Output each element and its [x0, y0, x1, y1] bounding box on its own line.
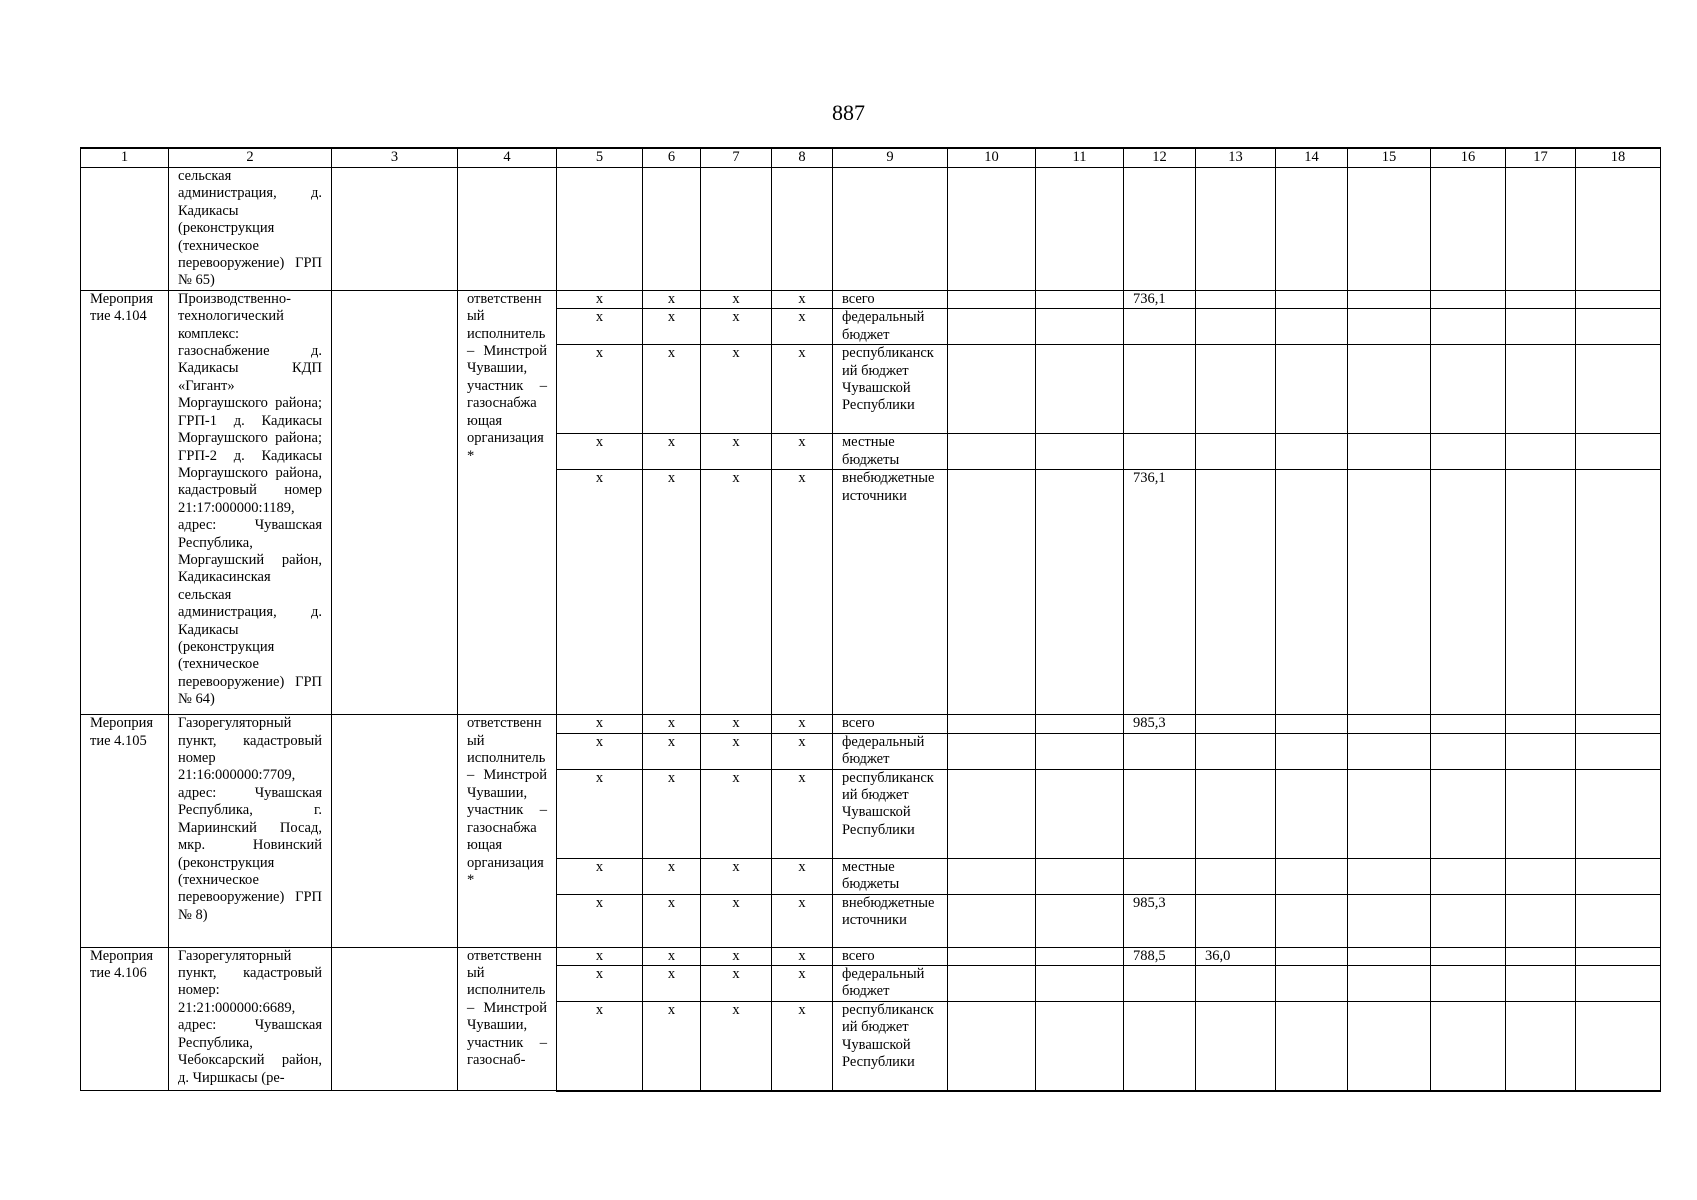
measure-description: Газорегуляторный пункт, кадастровый номер 21:16:000000:7709, адрес: Чувашская Республика, г. Мариинский Посад, мкр. Новинский (реконструкция (техническое перевооружение) ГРП № 8) — [169, 715, 332, 947]
x-mark: х — [772, 733, 833, 769]
table-row — [81, 947, 1661, 965]
col-header: 15 — [1348, 148, 1431, 168]
x-mark: х — [772, 434, 833, 470]
source-label: федеральный бюджет — [833, 966, 948, 1002]
x-mark: х — [557, 894, 643, 947]
x-mark: х — [557, 715, 643, 733]
x-mark: х — [772, 1002, 833, 1091]
source-label: республиканский бюджет Чувашской Республики — [833, 1002, 948, 1091]
value-cell: 985,3 — [1124, 894, 1196, 947]
x-mark: х — [643, 470, 701, 715]
source-label: федеральный бюджет — [833, 309, 948, 345]
x-mark: х — [643, 434, 701, 470]
col-header: 6 — [643, 148, 701, 168]
x-mark: х — [701, 1002, 772, 1091]
program-table — [80, 147, 1661, 1092]
x-mark: х — [772, 715, 833, 733]
col-header: 18 — [1576, 148, 1661, 168]
x-mark: х — [557, 733, 643, 769]
col-header: 11 — [1036, 148, 1124, 168]
col-header: 5 — [557, 148, 643, 168]
x-mark: х — [701, 309, 772, 345]
x-mark: х — [557, 309, 643, 345]
x-mark: х — [772, 290, 833, 308]
value-cell: 736,1 — [1124, 290, 1196, 308]
col-header: 12 — [1124, 148, 1196, 168]
col-header: 1 — [81, 148, 169, 168]
x-mark: х — [643, 345, 701, 434]
source-label: местные бюджеты — [833, 858, 948, 894]
x-mark: х — [772, 769, 833, 858]
x-mark: х — [701, 858, 772, 894]
x-mark: х — [701, 966, 772, 1002]
value-cell — [1196, 715, 1276, 733]
x-mark: х — [701, 345, 772, 434]
x-mark: х — [772, 470, 833, 715]
col-header: 9 — [833, 148, 948, 168]
measure-description: Газорегуляторный пункт, кадастровый номер: 21:21:000000:6689, адрес: Чувашская Республика, Чебоксарский район, д. Чиршкасы (ре- — [169, 947, 332, 1090]
col-header: 3 — [332, 148, 458, 168]
table-row — [81, 290, 1661, 308]
col-header: 16 — [1431, 148, 1506, 168]
x-mark: х — [557, 966, 643, 1002]
source-label: всего — [833, 947, 948, 965]
col-header: 8 — [772, 148, 833, 168]
x-mark: х — [557, 345, 643, 434]
x-mark: х — [701, 769, 772, 858]
x-mark: х — [772, 309, 833, 345]
measure-label: Мероприятие 4.105 — [81, 715, 169, 947]
value-cell — [1196, 290, 1276, 308]
x-mark: х — [557, 290, 643, 308]
col-header: 2 — [169, 148, 332, 168]
source-label: внебюджетные источники — [833, 470, 948, 715]
col-header: 13 — [1196, 148, 1276, 168]
source-label: всего — [833, 715, 948, 733]
header-row — [81, 148, 1661, 168]
value-cell: 788,5 — [1124, 947, 1196, 965]
x-mark: х — [643, 733, 701, 769]
x-mark: х — [701, 470, 772, 715]
measure-executor: ответственный исполнитель – Минстрой Чувашии, участник – газоснабжающая организация* — [458, 715, 557, 947]
source-label: республиканский бюджет Чувашской Республики — [833, 769, 948, 858]
col-header: 7 — [701, 148, 772, 168]
measure-executor: ответственный исполнитель – Минстрой Чувашии, участник – газоснаб- — [458, 947, 557, 1090]
x-mark: х — [643, 894, 701, 947]
x-mark: х — [557, 470, 643, 715]
value-cell: 36,0 — [1196, 947, 1276, 965]
x-mark: х — [643, 1002, 701, 1091]
source-label: республиканский бюджет Чувашской Республики — [833, 345, 948, 434]
x-mark: х — [557, 434, 643, 470]
x-mark: х — [772, 966, 833, 1002]
col-header: 4 — [458, 148, 557, 168]
measure-label: Мероприятие 4.104 — [81, 290, 169, 714]
measure-executor: ответственный исполнитель – Минстрой Чувашии, участник – газоснабжающая организация* — [458, 290, 557, 714]
col-header: 14 — [1276, 148, 1348, 168]
x-mark: х — [772, 858, 833, 894]
x-mark: х — [701, 290, 772, 308]
x-mark: х — [772, 894, 833, 947]
x-mark: х — [701, 715, 772, 733]
x-mark: х — [557, 947, 643, 965]
x-mark: х — [643, 715, 701, 733]
measure-description: Производственно-технологический комплекс: газоснабжение д. Кадикасы КДП «Гигант» Моргаушского района; ГРП-1 д. Кадикасы Моргаушского района; ГРП-2 д. Кадикасы Моргаушского района, кадастровый номер 21:17:000000:1189, адрес: Чувашская Республика, Моргаушский район, Кадикасинская сельская администрация, д. Кадикасы (реконструкция (техническое перевооружение) ГРП № 64) — [169, 290, 332, 714]
continuation-description: сельская администрация, д. Кадикасы (реконструкция (техническое перевооружение) ГРП № 65) — [169, 168, 332, 291]
x-mark: х — [772, 345, 833, 434]
x-mark: х — [643, 966, 701, 1002]
page-number: 887 — [832, 100, 865, 125]
x-mark: х — [643, 858, 701, 894]
x-mark: х — [557, 769, 643, 858]
x-mark: х — [643, 290, 701, 308]
x-mark: х — [701, 947, 772, 965]
value-cell: 736,1 — [1124, 470, 1196, 715]
col-header: 10 — [948, 148, 1036, 168]
x-mark: х — [701, 434, 772, 470]
continuation-row — [81, 168, 1661, 291]
x-mark: х — [772, 947, 833, 965]
value-cell: 985,3 — [1124, 715, 1196, 733]
source-label: местные бюджеты — [833, 434, 948, 470]
x-mark: х — [701, 894, 772, 947]
col-header: 17 — [1506, 148, 1576, 168]
source-label: внебюджетные источники — [833, 894, 948, 947]
x-mark: х — [643, 309, 701, 345]
source-label: федеральный бюджет — [833, 733, 948, 769]
x-mark: х — [701, 733, 772, 769]
x-mark: х — [557, 1002, 643, 1091]
x-mark: х — [643, 947, 701, 965]
table-row — [81, 715, 1661, 733]
x-mark: х — [643, 769, 701, 858]
x-mark: х — [557, 858, 643, 894]
source-label: всего — [833, 290, 948, 308]
measure-label: Мероприятие 4.106 — [81, 947, 169, 1090]
